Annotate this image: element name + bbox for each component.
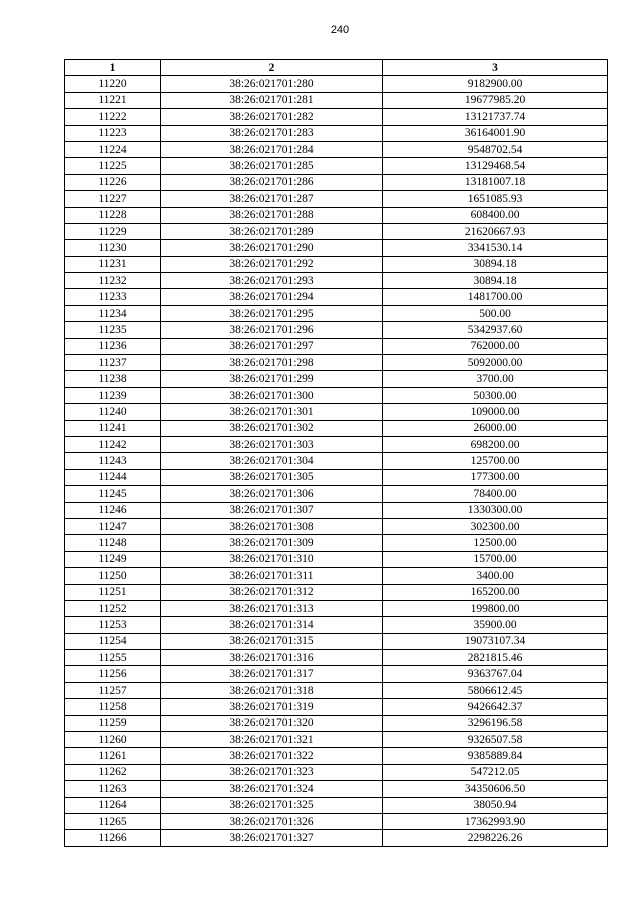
value-cell: 177300.00: [383, 469, 608, 485]
table-row: [65, 207, 608, 223]
row-number-cell: 11266: [65, 830, 161, 846]
cadastral-number-cell: 38:26:021701:310: [161, 551, 383, 567]
value-cell: 302300.00: [383, 518, 608, 534]
table-row: [65, 371, 608, 387]
cadastral-number-cell: 38:26:021701:295: [161, 305, 383, 321]
cadastral-number-cell: 38:26:021701:293: [161, 273, 383, 289]
table-row: [65, 420, 608, 436]
value-cell: 78400.00: [383, 486, 608, 502]
value-cell: 9326507.58: [383, 732, 608, 748]
column-header-2: 2: [161, 60, 383, 76]
row-number-cell: 11253: [65, 617, 161, 633]
row-number-cell: 11257: [65, 682, 161, 698]
row-number-cell: 11259: [65, 715, 161, 731]
value-cell: 608400.00: [383, 207, 608, 223]
row-number-cell: 11262: [65, 764, 161, 780]
value-cell: 3400.00: [383, 568, 608, 584]
row-number-cell: 11260: [65, 732, 161, 748]
cadastral-number-cell: 38:26:021701:300: [161, 387, 383, 403]
row-number-cell: 11228: [65, 207, 161, 223]
cadastral-number-cell: 38:26:021701:289: [161, 223, 383, 239]
table-row: [65, 617, 608, 633]
row-number-cell: 11233: [65, 289, 161, 305]
row-number-cell: 11252: [65, 600, 161, 616]
value-cell: 34350606.50: [383, 781, 608, 797]
row-number-cell: 11245: [65, 486, 161, 502]
value-cell: 5342937.60: [383, 322, 608, 338]
value-cell: 5806612.45: [383, 682, 608, 698]
row-number-cell: 11258: [65, 699, 161, 715]
value-cell: 9385889.84: [383, 748, 608, 764]
value-cell: 15700.00: [383, 551, 608, 567]
table-row: [65, 76, 608, 92]
cadastral-number-cell: 38:26:021701:308: [161, 518, 383, 534]
cadastral-number-cell: 38:26:021701:304: [161, 453, 383, 469]
value-cell: 9426642.37: [383, 699, 608, 715]
cadastral-number-cell: 38:26:021701:319: [161, 699, 383, 715]
row-number-cell: 11236: [65, 338, 161, 354]
row-number-cell: 11243: [65, 453, 161, 469]
row-number-cell: 11229: [65, 223, 161, 239]
cadastral-number-cell: 38:26:021701:318: [161, 682, 383, 698]
value-cell: 36164001.90: [383, 125, 608, 141]
cadastral-number-cell: 38:26:021701:281: [161, 92, 383, 108]
value-cell: 13181007.18: [383, 174, 608, 190]
cadastral-number-cell: 38:26:021701:307: [161, 502, 383, 518]
cadastral-number-cell: 38:26:021701:297: [161, 338, 383, 354]
value-cell: 547212.05: [383, 764, 608, 780]
row-number-cell: 11254: [65, 633, 161, 649]
cadastral-number-cell: 38:26:021701:292: [161, 256, 383, 272]
table-row: [65, 240, 608, 256]
table-row: [65, 256, 608, 272]
cadastral-number-cell: 38:26:021701:305: [161, 469, 383, 485]
value-cell: 762000.00: [383, 338, 608, 354]
table-row: [65, 109, 608, 125]
cadastral-number-cell: 38:26:021701:325: [161, 797, 383, 813]
table-row: [65, 518, 608, 534]
table-row: [65, 666, 608, 682]
table-row: [65, 191, 608, 207]
table-row: [65, 125, 608, 141]
value-cell: 30894.18: [383, 256, 608, 272]
value-cell: 26000.00: [383, 420, 608, 436]
table-row: [65, 486, 608, 502]
cadastral-number-cell: 38:26:021701:302: [161, 420, 383, 436]
cadastral-number-cell: 38:26:021701:280: [161, 76, 383, 92]
cadastral-number-cell: 38:26:021701:322: [161, 748, 383, 764]
value-cell: 3296196.58: [383, 715, 608, 731]
cadastral-number-cell: 38:26:021701:303: [161, 436, 383, 452]
row-number-cell: 11241: [65, 420, 161, 436]
value-cell: 38050.94: [383, 797, 608, 813]
value-cell: 5092000.00: [383, 355, 608, 371]
table-row: [65, 650, 608, 666]
cadastral-number-cell: 38:26:021701:321: [161, 732, 383, 748]
table-row: [65, 92, 608, 108]
table-row: [65, 568, 608, 584]
row-number-cell: 11261: [65, 748, 161, 764]
table-row: [65, 830, 608, 846]
table-row: [65, 551, 608, 567]
row-number-cell: 11222: [65, 109, 161, 125]
value-cell: 13129468.54: [383, 158, 608, 174]
page-number: 240: [330, 24, 350, 36]
table-row: [65, 223, 608, 239]
cadastral-number-cell: 38:26:021701:285: [161, 158, 383, 174]
table-row: [65, 158, 608, 174]
table-row: [65, 682, 608, 698]
value-cell: 30894.18: [383, 273, 608, 289]
cadastral-number-cell: 38:26:021701:299: [161, 371, 383, 387]
value-cell: 1481700.00: [383, 289, 608, 305]
cadastral-number-cell: 38:26:021701:313: [161, 600, 383, 616]
value-cell: 9182900.00: [383, 76, 608, 92]
row-number-cell: 11264: [65, 797, 161, 813]
table-row: [65, 469, 608, 485]
row-number-cell: 11244: [65, 469, 161, 485]
table-row: [65, 748, 608, 764]
row-number-cell: 11234: [65, 305, 161, 321]
row-number-cell: 11263: [65, 781, 161, 797]
cadastral-number-cell: 38:26:021701:312: [161, 584, 383, 600]
row-number-cell: 11232: [65, 273, 161, 289]
row-number-cell: 11237: [65, 355, 161, 371]
value-cell: 35900.00: [383, 617, 608, 633]
value-cell: 1330300.00: [383, 502, 608, 518]
cadastral-number-cell: 38:26:021701:309: [161, 535, 383, 551]
row-number-cell: 11226: [65, 174, 161, 190]
value-cell: 2821815.46: [383, 650, 608, 666]
cadastral-number-cell: 38:26:021701:306: [161, 486, 383, 502]
cadastral-number-cell: 38:26:021701:301: [161, 404, 383, 420]
row-number-cell: 11225: [65, 158, 161, 174]
value-cell: 13121737.74: [383, 109, 608, 125]
table-row: [65, 141, 608, 157]
row-number-cell: 11265: [65, 813, 161, 829]
cadastral-number-cell: 38:26:021701:286: [161, 174, 383, 190]
cadastral-number-cell: 38:26:021701:327: [161, 830, 383, 846]
cadastral-number-cell: 38:26:021701:324: [161, 781, 383, 797]
row-number-cell: 11256: [65, 666, 161, 682]
value-cell: 9548702.54: [383, 141, 608, 157]
row-number-cell: 11248: [65, 535, 161, 551]
row-number-cell: 11250: [65, 568, 161, 584]
value-cell: 3341530.14: [383, 240, 608, 256]
row-number-cell: 11240: [65, 404, 161, 420]
cadastral-number-cell: 38:26:021701:288: [161, 207, 383, 223]
table-row: [65, 174, 608, 190]
row-number-cell: 11235: [65, 322, 161, 338]
table-row: [65, 797, 608, 813]
table-row: [65, 355, 608, 371]
cadastral-number-cell: 38:26:021701:294: [161, 289, 383, 305]
value-cell: 199800.00: [383, 600, 608, 616]
cadastral-number-cell: 38:26:021701:323: [161, 764, 383, 780]
row-number-cell: 11221: [65, 92, 161, 108]
table-row: [65, 322, 608, 338]
table-row: [65, 502, 608, 518]
cadastral-number-cell: 38:26:021701:298: [161, 355, 383, 371]
table-row: [65, 404, 608, 420]
table-row: [65, 289, 608, 305]
value-cell: 500.00: [383, 305, 608, 321]
row-number-cell: 11231: [65, 256, 161, 272]
table-row: [65, 764, 608, 780]
row-number-cell: 11242: [65, 436, 161, 452]
value-cell: 3700.00: [383, 371, 608, 387]
value-cell: 1651085.93: [383, 191, 608, 207]
data-table: [64, 59, 608, 847]
table-row: [65, 781, 608, 797]
value-cell: 9363767.04: [383, 666, 608, 682]
value-cell: 17362993.90: [383, 813, 608, 829]
table-row: [65, 453, 608, 469]
table-row: [65, 273, 608, 289]
table-row: [65, 715, 608, 731]
cadastral-number-cell: 38:26:021701:296: [161, 322, 383, 338]
row-number-cell: 11255: [65, 650, 161, 666]
row-number-cell: 11227: [65, 191, 161, 207]
cadastral-number-cell: 38:26:021701:290: [161, 240, 383, 256]
cadastral-number-cell: 38:26:021701:284: [161, 141, 383, 157]
value-cell: 698200.00: [383, 436, 608, 452]
value-cell: 109000.00: [383, 404, 608, 420]
cadastral-number-cell: 38:26:021701:282: [161, 109, 383, 125]
row-number-cell: 11223: [65, 125, 161, 141]
value-cell: 165200.00: [383, 584, 608, 600]
row-number-cell: 11246: [65, 502, 161, 518]
table-row: [65, 338, 608, 354]
table-row: [65, 732, 608, 748]
cadastral-number-cell: 38:26:021701:315: [161, 633, 383, 649]
table-row: [65, 600, 608, 616]
cadastral-number-cell: 38:26:021701:316: [161, 650, 383, 666]
value-cell: 19677985.20: [383, 92, 608, 108]
value-cell: 125700.00: [383, 453, 608, 469]
cadastral-number-cell: 38:26:021701:320: [161, 715, 383, 731]
table-row: [65, 305, 608, 321]
table-row: [65, 699, 608, 715]
table-row: [65, 584, 608, 600]
row-number-cell: 11251: [65, 584, 161, 600]
row-number-cell: 11249: [65, 551, 161, 567]
table-row: [65, 387, 608, 403]
column-header-3: 3: [383, 60, 608, 76]
cadastral-number-cell: 38:26:021701:317: [161, 666, 383, 682]
table-row: [65, 813, 608, 829]
row-number-cell: 11239: [65, 387, 161, 403]
table-header-row: [65, 60, 608, 76]
row-number-cell: 11230: [65, 240, 161, 256]
cadastral-number-cell: 38:26:021701:314: [161, 617, 383, 633]
cadastral-number-cell: 38:26:021701:287: [161, 191, 383, 207]
cadastral-number-cell: 38:26:021701:311: [161, 568, 383, 584]
value-cell: 2298226.26: [383, 830, 608, 846]
cadastral-number-cell: 38:26:021701:326: [161, 813, 383, 829]
value-cell: 19073107.34: [383, 633, 608, 649]
value-cell: 12500.00: [383, 535, 608, 551]
row-number-cell: 11247: [65, 518, 161, 534]
table-body: [65, 76, 608, 846]
value-cell: 50300.00: [383, 387, 608, 403]
cadastral-number-cell: 38:26:021701:283: [161, 125, 383, 141]
row-number-cell: 11224: [65, 141, 161, 157]
table-row: [65, 535, 608, 551]
table-row: [65, 633, 608, 649]
column-header-1: 1: [65, 60, 161, 76]
table-row: [65, 436, 608, 452]
value-cell: 21620667.93: [383, 223, 608, 239]
row-number-cell: 11238: [65, 371, 161, 387]
row-number-cell: 11220: [65, 76, 161, 92]
